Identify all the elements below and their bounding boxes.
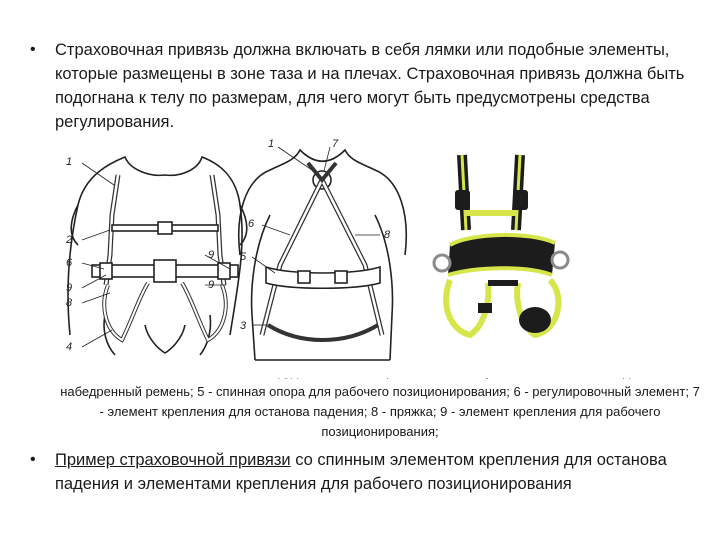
label-9-right-lower: 9	[208, 279, 215, 291]
label-6: 6	[66, 257, 73, 269]
label-1: 1	[66, 156, 73, 168]
bullet-marker: •	[30, 451, 36, 468]
label-2: 2	[66, 234, 73, 246]
label-9-right: 9	[208, 249, 215, 261]
label-3: 3	[240, 320, 247, 332]
bullet-text-requirements: Страховочная привязь должна включать в себя лямки или подобные элементы, которые размещены в зоне таза и на плечах. Страховочная привязь должна быть подогнана к телу по размерам, для чего могут быть предусмотрены средства регулирования.	[55, 41, 685, 131]
label-5: 5	[240, 251, 247, 263]
harness-illustration	[30, 135, 690, 380]
figure-caption: набедренный ремень; 5 - спинная опора для рабочего позиционирования; 6 - регулировочный элемент; 7 - элемент крепления для останова падения; 8 - пряжка; 9 - элемент крепления для рабочего позиционирования;	[60, 384, 700, 439]
label-8: 8	[66, 297, 73, 309]
label-4: 4	[66, 341, 73, 353]
bullet-marker: •	[30, 41, 36, 58]
bullet-text-example	[55, 448, 695, 496]
label-1-back: 1	[268, 138, 275, 150]
label-6-back: 6	[248, 218, 255, 230]
label-7: 7	[332, 138, 339, 150]
example-text: со спинным элементом крепления для останова падения и элементами крепления для рабочего позиционирования	[55, 451, 667, 493]
example-link[interactable]: Пример страховочной привязи	[55, 451, 291, 469]
label-8-back: 8	[384, 229, 391, 241]
label-9: 9	[66, 282, 73, 294]
